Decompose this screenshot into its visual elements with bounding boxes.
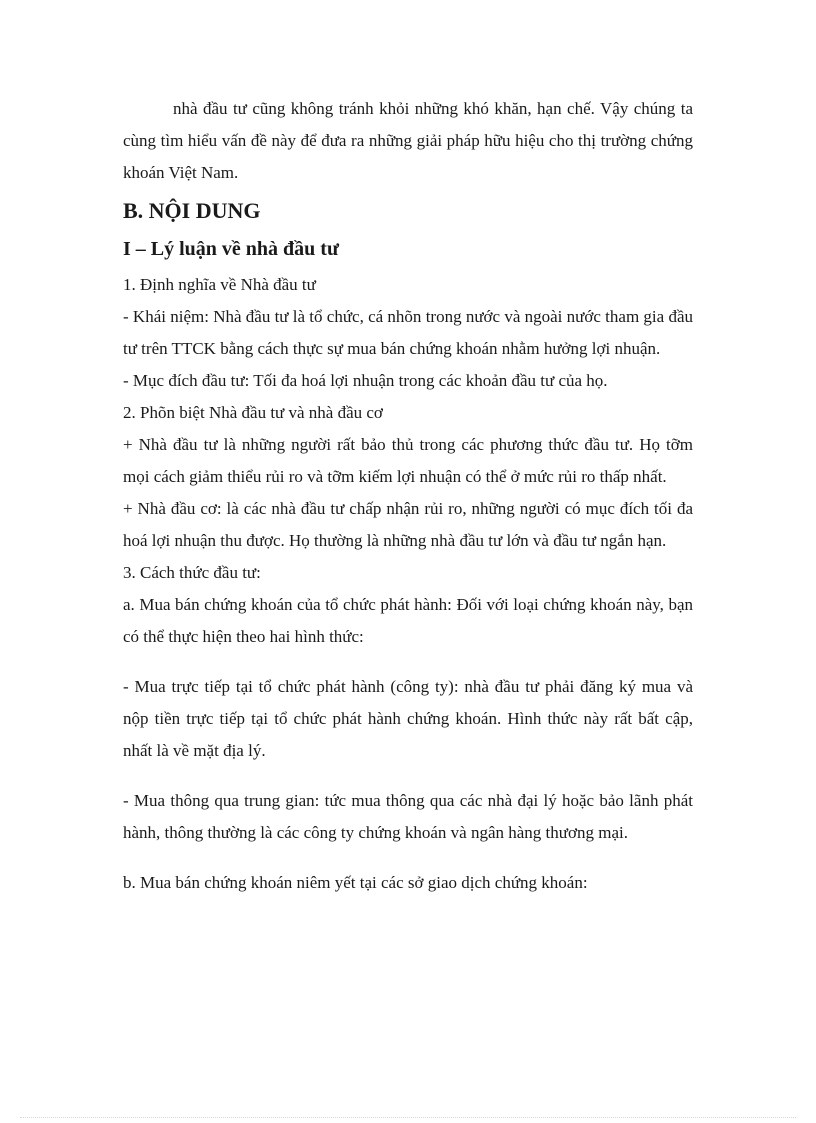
item2-speculator-paragraph: + Nhà đầu cơ: là các nhà đầu tư chấp nhận rủi ro, những người có mục đích tối đa hoá lợi nhuận thu được. Họ thường là những nhà đầu tư lớn và đầu tư ngắn hạn. (123, 499, 693, 550)
item2-investor-paragraph: + Nhà đầu tư là những người rất bảo thủ trong các phương thức đầu tư. Họ tỡm mọi cách giảm thiểu rủi ro và tỡm kiếm lợi nhuận có thể ở mức rủi ro thấp nhất. (123, 435, 693, 486)
item3-a-paragraph: a. Mua bán chứng khoán của tổ chức phát hành: Đối với loại chứng khoán này, bạn có thể thực hiện theo hai hình thức: (123, 595, 693, 646)
item1-heading: 1. Định nghĩa về Nhà đầu tư (123, 275, 316, 294)
item2-heading: 2. Phõn biệt Nhà đầu tư và nhà đầu cơ (123, 403, 383, 422)
item3-a-direct-paragraph: - Mua trực tiếp tại tổ chức phát hành (công ty): nhà đầu tư phải đăng ký mua và nộp tiền trực tiếp tại tổ chức phát hành chứng khoán. Hình thức này rất bất cập, nhất là về mặt địa lý. (123, 677, 693, 760)
item3-heading: 3. Cách thức đầu tư: (123, 563, 261, 582)
item3-b-paragraph: b. Mua bán chứng khoán niêm yết tại các sở giao dịch chứng khoán: (123, 873, 588, 892)
item3-a-intermediary-paragraph: - Mua thông qua trung gian: tức mua thông qua các nhà đại lý hoặc bảo lãnh phát hành, thông thường là các công ty chứng khoán và ngân hàng thương mại. (123, 791, 693, 842)
intro-paragraph: nhà đầu tư cũng không tránh khỏi những khó khăn, hạn chế. Vậy chúng ta cùng tìm hiểu vấn đề này để đưa ra những giải pháp hữu hiệu cho thị trường chứng khoán Việt Nam. (123, 99, 693, 182)
section-b-heading: B. NỘI DUNG (123, 198, 261, 223)
item1-concept-paragraph: - Khái niệm: Nhà đầu tư là tổ chức, cá nhõn trong nước và ngoài nước tham gia đầu tư trên TTCK bằng cách thực sự mua bán chứng khoán nhằm hưởng lợi nhuận. (123, 307, 693, 358)
page-bottom-divider (20, 1117, 796, 1118)
section-i-heading: I – Lý luận về nhà đầu tư (123, 238, 339, 260)
item1-purpose-paragraph: - Mục đích đầu tư: Tối đa hoá lợi nhuận trong các khoản đầu tư của họ. (123, 371, 608, 390)
document-page (123, 93, 693, 899)
